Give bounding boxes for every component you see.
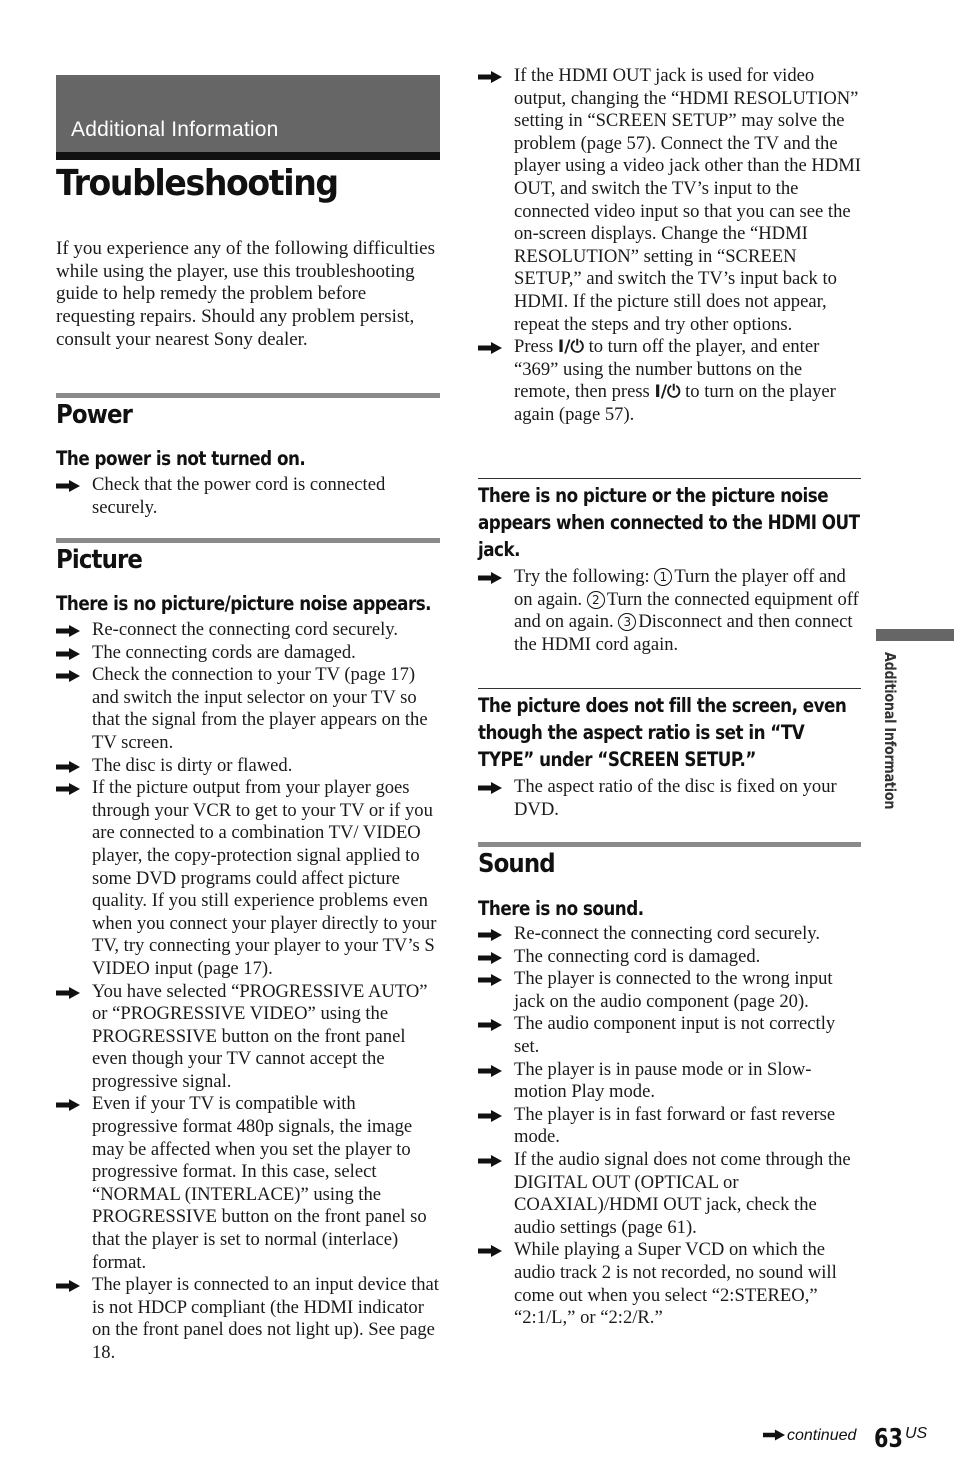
screen-list	[478, 776, 861, 821]
arrow-icon	[478, 974, 502, 986]
list-item	[56, 1093, 440, 1274]
sound-heading-text: Sound	[478, 849, 555, 879]
picture-heading-text: Picture	[56, 545, 143, 575]
continued-indicator	[763, 1427, 856, 1445]
arrow-icon	[478, 1019, 502, 1031]
list-item	[478, 1013, 861, 1058]
arrow-icon	[478, 1245, 502, 1257]
page-title: Troubleshooting	[56, 163, 338, 204]
list-item	[56, 981, 440, 1094]
picture-subheading: There is no picture/picture noise appears.	[56, 592, 432, 615]
arrow-icon	[478, 929, 502, 941]
arrow-icon	[763, 1429, 785, 1441]
arrow-icon	[56, 987, 80, 999]
list-item	[478, 968, 861, 1013]
arrow-icon	[478, 782, 502, 794]
list-item-text: Even if your TV is compatible with progressive format 480p signals, the image may be affected when you set the player to progressive format. In this case, select “NORMAL (INTERLACE)” using the PROGRESSIVE button on the front panel so that the player is set to normal (interlace) format.	[92, 1093, 427, 1273]
list-item	[56, 777, 440, 980]
try-label: Try the following:	[514, 566, 650, 587]
list-item-text: The aspect ratio of the disc is fixed on your DVD.	[514, 776, 837, 820]
list-item-text: If the picture output from your player goes through your VCR to get to your TV or if you are connected to a combination TV/ VIDEO player, the copy-protection signal applied to some DVD programs could affect picture quality. If you still experience problems even when you connect your player directly to your TV, try connecting your player to your TV’s S VIDEO input (page 17).	[92, 777, 437, 979]
list-item	[478, 923, 861, 946]
sound-subheading: There is no sound.	[478, 897, 644, 920]
power-symbol-icon: I/⏻	[654, 382, 681, 403]
page-suffix: US	[905, 1425, 928, 1442]
list-item-text: The connecting cord is damaged.	[514, 945, 761, 967]
power-list	[56, 474, 440, 519]
list-item	[478, 65, 861, 336]
list-item-text: While playing a Super VCD on which the audio track 2 is not recorded, no sound will come out when you select “2:STEREO,” “2:1/L,” or “2:2/R.”	[514, 1239, 837, 1329]
step-text: Disconnect and then connect the HDMI cord again.	[514, 611, 853, 655]
arrow-icon	[478, 952, 502, 964]
arrow-icon	[56, 1280, 80, 1292]
list-item	[56, 664, 440, 754]
side-tab-text: Additional Information	[881, 652, 899, 810]
arrow-icon	[478, 1110, 502, 1122]
list-item-text: The connecting cords are damaged.	[92, 641, 356, 663]
divider	[478, 688, 861, 689]
arrow-icon	[56, 670, 80, 682]
list-item	[478, 946, 861, 969]
arrow-icon	[56, 480, 80, 492]
list-item-text: The audio component input is not correctly set.	[514, 1013, 836, 1057]
list-item-text: The player is connected to an input device that is not HDCP compliant (the HDMI indicator on the front panel does not light up). See page 18.	[92, 1274, 439, 1363]
list-item	[478, 776, 861, 821]
screen-subheading: The picture does not fill the screen, even though the aspect ratio is set in “TV TYPE” under “SCREEN SETUP.”	[478, 694, 847, 771]
power-subheading: The power is not turned on.	[56, 447, 306, 470]
list-item-text: If the audio signal does not come through the DIGITAL OUT (OPTICAL or COAXIAL)/HDMI OUT jack, check the audio settings (page 61).	[514, 1148, 851, 1238]
press-text: Press	[514, 336, 554, 358]
intro-paragraph: If you experience any of the following difficulties while using the player, use this troubleshooting guide to help remedy the problem before requesting repairs. Should any problem persist, consult your nearest Sony dealer.	[56, 238, 435, 350]
arrow-icon	[56, 1099, 80, 1111]
arrow-icon	[478, 572, 502, 584]
section-banner	[56, 75, 440, 160]
arrow-icon	[478, 1155, 502, 1167]
step-text: Turn the connected equipment off and on again.	[514, 588, 859, 633]
press-text-3: to turn on the player again (page 57).	[514, 381, 836, 425]
list-item	[56, 755, 440, 778]
arrow-icon	[56, 761, 80, 773]
continued-text: continued	[787, 1427, 857, 1444]
list-item-text: If the HDMI OUT jack is used for video output, changing the “HDMI RESOLUTION” setting in “SCREEN SETUP” may solve the problem (page 57). Connect the TV and the player using a video jack other than the HDMI OUT, and switch the TV’s input to the connected video input so that you can see the on-screen displays. Change the “HDMI RESOLUTION” setting in “SCREEN SETUP,” and switch the TV’s input back to HDMI. If the picture still does not appear, repeat the steps and try other options.	[514, 65, 861, 335]
picture-list-continued	[478, 65, 861, 427]
power-heading	[56, 393, 440, 438]
page-number: 63	[874, 1424, 903, 1454]
list-item	[56, 1274, 440, 1364]
list-item	[478, 336, 861, 426]
list-item-text: Check that the power cord is connected securely.	[92, 474, 386, 518]
step-2-icon: 2	[587, 591, 605, 609]
arrow-icon	[478, 71, 502, 83]
list-item	[56, 619, 440, 642]
hdmi-list	[478, 566, 861, 656]
arrow-icon	[478, 1065, 502, 1077]
list-item	[56, 474, 440, 519]
list-item	[478, 566, 861, 656]
list-item	[56, 642, 440, 665]
list-item-text: Check the connection to your TV (page 17) and switch the input selector on your TV so that the signal from the player appears on the TV screen.	[92, 664, 428, 753]
list-item-text: The player is in fast forward or fast reverse mode.	[514, 1103, 836, 1148]
list-item-text: The disc is dirty or flawed.	[92, 754, 293, 776]
press-text-2: to turn off the player, and enter “369” using the number buttons on the remote, then press	[514, 336, 820, 403]
list-item	[478, 1104, 861, 1149]
list-item-text: The player is in pause mode or in Slow-motion Play mode.	[514, 1058, 812, 1103]
list-item-text: You have selected “PROGRESSIVE AUTO” or “PROGRESSIVE VIDEO” using the PROGRESSIVE button on the front panel even though your TV cannot accept the progressive signal.	[92, 980, 428, 1092]
hdmi-subheading: There is no picture or the picture noise appears when connected to the HDMI OUT jack.	[478, 484, 860, 561]
list-item	[478, 1059, 861, 1104]
list-item	[478, 1239, 861, 1329]
arrow-icon	[56, 783, 80, 795]
side-tab-bar	[876, 629, 954, 641]
sound-list	[478, 923, 861, 1330]
power-symbol-icon: I/⏻	[557, 337, 584, 358]
picture-list	[56, 619, 440, 1365]
sound-heading	[478, 842, 861, 887]
step-3-icon: 3	[618, 613, 636, 631]
arrow-icon	[56, 648, 80, 660]
divider	[478, 478, 861, 479]
step-1-icon: 1	[654, 568, 672, 586]
list-item-text: The player is connected to the wrong input jack on the audio component (page 20).	[514, 968, 833, 1012]
list-item	[478, 1149, 861, 1239]
step-text: Turn the player off and on again.	[514, 566, 846, 610]
arrow-icon	[478, 342, 502, 354]
list-item-text: Re-connect the connecting cord securely.	[92, 619, 398, 640]
power-heading-text: Power	[56, 400, 133, 430]
arrow-icon	[56, 625, 80, 637]
section-banner-label: Additional Information	[71, 118, 279, 141]
picture-heading	[56, 538, 440, 583]
list-item-text: Re-connect the connecting cord securely.	[514, 923, 820, 944]
side-tab-label	[879, 652, 901, 832]
